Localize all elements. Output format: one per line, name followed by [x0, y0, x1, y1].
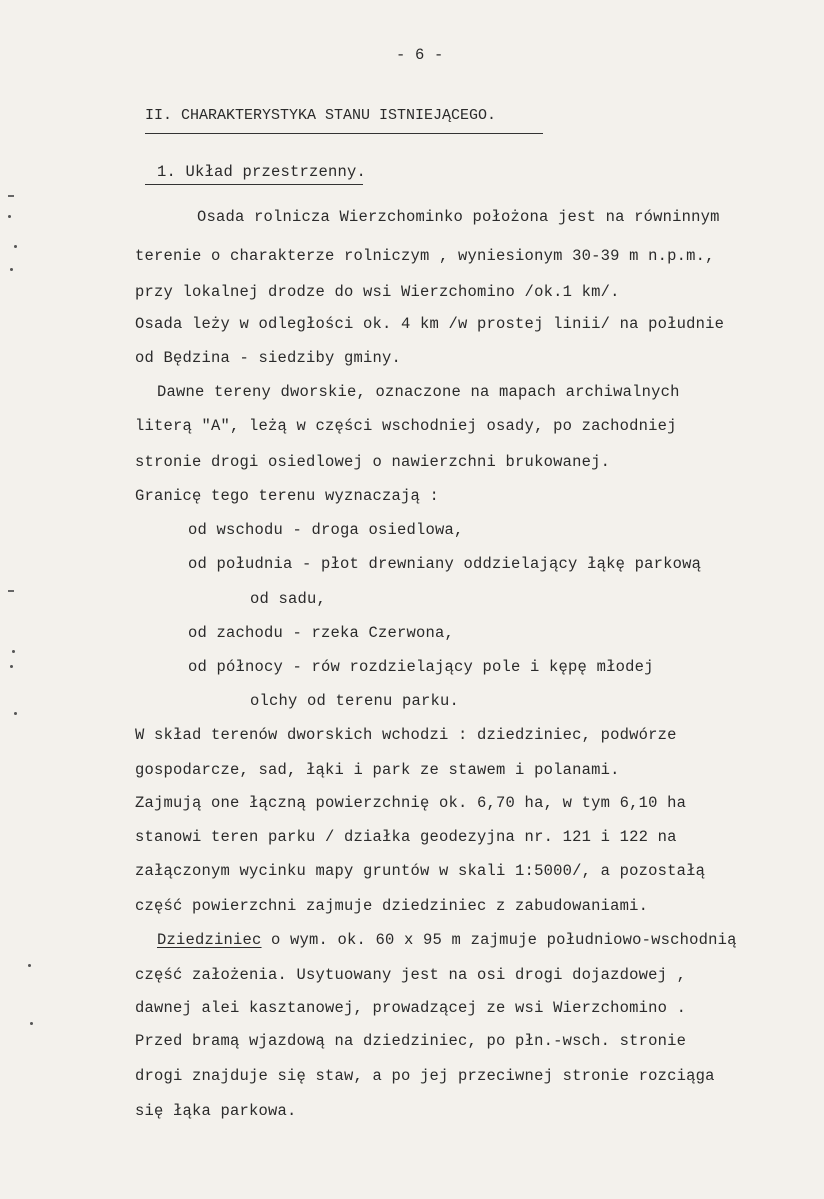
paragraph-line: dawnej alei kasztanowej, prowadzącej ze wsi Wierzchomino .: [135, 999, 687, 1017]
boundary-item: od północy - rów rozdzielający pole i kępę młodej: [188, 658, 654, 676]
boundary-item: od wschodu - droga osiedlowa,: [188, 521, 464, 539]
margin-mark: [14, 712, 17, 715]
term-dziedziniec: Dziedziniec: [157, 931, 262, 949]
boundary-item: od sadu,: [250, 590, 327, 608]
section-heading-underline: [145, 133, 543, 134]
margin-mark: [28, 964, 31, 967]
paragraph-line: część powierzchni zajmuje dziedziniec z zabudowaniami.: [135, 897, 649, 915]
paragraph-line: się łąka parkowa.: [135, 1102, 297, 1120]
paragraph-line: załączonym wycinku mapy gruntów w skali 1:5000/, a pozostałą: [135, 862, 706, 880]
margin-mark: [10, 665, 13, 668]
paragraph-line: gospodarcze, sad, łąki i park ze stawem i polanami.: [135, 761, 620, 779]
margin-mark: [12, 650, 15, 653]
paragraph-line: Osada rolnicza Wierzchominko położona jest na równinnym: [197, 208, 720, 226]
paragraph-line: Zajmują one łączną powierzchnię ok. 6,70 ha, w tym 6,10 ha: [135, 794, 687, 812]
margin-mark: [8, 215, 11, 218]
section-heading: II. CHARAKTERYSTYKA STANU ISTNIEJĄCEGO.: [145, 107, 497, 124]
paragraph-line: Osada leży w odległości ok. 4 km /w prostej linii/ na południe: [135, 315, 725, 333]
paragraph-line: Przed bramą wjazdową na dziedziniec, po płn.-wsch. stronie: [135, 1032, 687, 1050]
page-number: - 6 -: [396, 46, 444, 64]
paragraph-line: stanowi teren parku / działka geodezyjna nr. 121 i 122 na: [135, 828, 677, 846]
subsection-heading-underline: [145, 184, 363, 185]
paragraph-line: część założenia. Usytuowany jest na osi drogi dojazdowej ,: [135, 966, 687, 984]
paragraph-first-line: [157, 930, 737, 950]
paragraph-line: Dawne tereny dworskie, oznaczone na mapach archiwalnych: [157, 383, 680, 401]
paragraph-line: drogi znajduje się staw, a po jej przeciwnej stronie rozciąga: [135, 1067, 715, 1085]
boundary-item: od południa - płot drewniany oddzielający łąkę parkową: [188, 555, 702, 573]
subsection-heading: 1. Układ przestrzenny.: [157, 163, 367, 181]
paragraph-line: W skład terenów dworskich wchodzi : dziedziniec, podwórze: [135, 726, 677, 744]
paragraph-line: przy lokalnej drodze do wsi Wierzchomino /ok.1 km/.: [135, 283, 620, 301]
margin-mark: [10, 268, 13, 271]
paragraph-line-rest: o wym. ok. 60 x 95 m zajmuje południowo-wschodnią: [261, 931, 737, 949]
paragraph-line: terenie o charakterze rolniczym , wyniesionym 30-39 m n.p.m.,: [135, 247, 715, 265]
boundary-item: od zachodu - rzeka Czerwona,: [188, 624, 455, 642]
margin-mark: [14, 245, 17, 248]
margin-mark: [30, 1022, 33, 1025]
boundary-item: olchy od terenu parku.: [250, 692, 460, 710]
margin-mark: [8, 590, 14, 592]
margin-mark: [8, 195, 14, 197]
paragraph-line: od Będzina - siedziby gminy.: [135, 349, 402, 367]
paragraph-line: literą "A", leżą w części wschodniej osady, po zachodniej: [135, 417, 677, 435]
paragraph-line: Granicę tego terenu wyznaczają :: [135, 487, 440, 505]
paragraph-line: stronie drogi osiedlowej o nawierzchni brukowanej.: [135, 453, 611, 471]
